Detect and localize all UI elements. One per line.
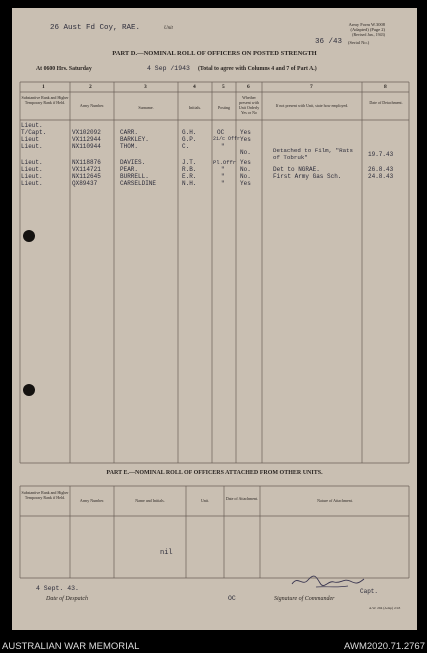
punch-hole-top — [23, 230, 35, 242]
part-e-header-army-number: Army Number. — [79, 498, 105, 503]
table-row-6-rank: Lieut. — [21, 173, 43, 180]
table-row-1-initials: G.H. — [182, 129, 197, 136]
table-row-3-surname: THOM. — [120, 143, 139, 150]
punch-hole-bottom — [23, 384, 35, 396]
table-row-6-present: No. — [240, 173, 251, 180]
table-row-1-posting: OC — [217, 129, 225, 136]
table-row-6-date: 24.8.43 — [368, 173, 394, 180]
table-row-2-present: Yes — [240, 136, 251, 143]
part-d-subtitle-date: 4 Sep /1943 — [147, 65, 190, 72]
col-header-employed: If not present with Unit, state how employed. — [275, 103, 349, 108]
table-row-3-number: NX110944 — [72, 143, 101, 150]
table-row-2-surname: BARKLEY. — [120, 136, 149, 143]
table-row-5-surname: PEAR. — [120, 166, 139, 173]
col-number-7: 7 — [310, 84, 313, 90]
col-header-initials: Initials. — [188, 105, 202, 110]
unit-value: 26 Aust Fd Coy, RAE. — [50, 24, 141, 32]
table-row-7-rank: Lieut. — [21, 180, 43, 187]
part-e-header-name: Name and Initials. — [135, 498, 165, 503]
form-line2: (Adapted) (Page 2) — [350, 27, 385, 32]
part-e-header-nature: Nature of Attachment. — [317, 498, 353, 503]
table-row-2-posting: 2i/c Offr — [213, 136, 241, 142]
col-header-detachment: Date of Detachment. — [369, 100, 403, 105]
table-row-4-present: Yes — [240, 159, 251, 166]
col-number-6: 6 — [247, 84, 250, 90]
oc-value: OC — [228, 595, 236, 602]
unit-label: Unit — [164, 26, 173, 31]
part-e-title: PART E.—NOMINAL ROLL OF OFFICERS ATTACHED FROM OTHER UNITS. — [106, 470, 323, 476]
serial-label: (Serial No.) — [348, 40, 370, 45]
serial-value: 36 /43 — [315, 38, 343, 46]
table-row-0-rank: Lieut. — [21, 122, 43, 129]
part-d-title: PART D.—NOMINAL ROLL OF OFFICERS ON POSTED STRENGTH — [112, 50, 317, 57]
table-row-4-posting: Pl.Offr — [213, 159, 237, 166]
col-header-surname: Surname. — [138, 105, 154, 110]
table-row-7-present: Yes — [240, 180, 251, 187]
table-row-6-number: NX112645 — [72, 173, 101, 180]
table-row-4-rank: Lieut. — [21, 159, 43, 166]
commander-signature — [288, 572, 368, 592]
table-row-4-surname: DAVIES. — [120, 159, 146, 166]
table-row-6-posting: " — [221, 173, 225, 180]
col-number-3: 3 — [144, 84, 147, 90]
signature-rank: Capt. — [360, 588, 379, 595]
footer-source: AUSTRALIAN WAR MEMORIAL — [2, 641, 140, 652]
table-row-6-surname: BURRELL. — [120, 173, 149, 180]
col-number-4: 4 — [193, 84, 196, 90]
table-row-3-posting: " — [221, 143, 225, 150]
table-row-7-surname: CARSELDINE — [120, 180, 157, 187]
table-row-4-initials: J.T. — [182, 159, 197, 166]
table-row-3-initials: C. — [182, 143, 190, 150]
table-row-5-date: 26.8.43 — [368, 166, 394, 173]
col-number-8: 8 — [384, 84, 387, 90]
table-row-6-employed: First Army Gas Sch. — [273, 173, 342, 180]
table-row-3-date: 19.7.43 — [368, 151, 394, 158]
col-header-army-number: Army Number. — [79, 103, 105, 108]
part-d-subtitle-post: (Total to agree with Columns 4 and 7 of Part A.) — [198, 66, 317, 72]
table-row-3-employed: Detached to Film, "Rats of Tobruk" — [273, 147, 354, 161]
table-row-3-present: No. — [240, 149, 251, 156]
table-row-5-rank: Lieut. — [21, 166, 43, 173]
part-e-header-date: Date of Attachment. — [225, 496, 259, 501]
table-row-1-number: VX102092 — [72, 129, 101, 136]
table-row-5-employed: Det to NGRAE. — [273, 166, 320, 173]
part-e-header-rank: Substantive Rank and Higher Temporary Rank if Held. — [21, 490, 69, 500]
table-row-2-number: VX112944 — [72, 136, 101, 143]
table-row-2-rank: Lieut — [21, 136, 40, 143]
part-d-subtitle-pre: At 0600 Hrs. Saturday — [36, 66, 92, 72]
despatch-label: Date of Despatch — [46, 596, 88, 602]
table-row-1-rank: T/Capt. — [21, 129, 47, 136]
table-row-1-surname: CARR. — [120, 129, 139, 136]
form-line3: (Revised Jan., 1943) — [352, 32, 385, 37]
despatch-date: 4 Sept. 43. — [36, 585, 79, 592]
table-row-6-initials: E.R. — [182, 173, 197, 180]
table-row-7-posting: " — [221, 180, 225, 187]
table-row-5-number: VX114721 — [72, 166, 101, 173]
footer-accession: AWM2020.71.2767 — [344, 641, 425, 652]
commander-label: Signature of Commander — [274, 596, 335, 602]
table-grid — [12, 8, 417, 630]
table-row-5-posting: " — [221, 166, 225, 173]
table-row-2-initials: G.P. — [182, 136, 197, 143]
document-page — [12, 8, 417, 630]
col-header-posting: Posting — [217, 105, 230, 110]
table-row-7-initials: N.H. — [182, 180, 197, 187]
table-row-5-present: No. — [240, 166, 251, 173]
part-e-header-unit: Unit. — [200, 498, 210, 503]
col-header-present: Whether present with Unit Orderly Yes or No — [238, 95, 260, 115]
form-line1: Army Form W.3008 — [348, 22, 385, 27]
col-header-rank: Substantive Rank and Higher Temporary Rank if Held. — [21, 95, 69, 105]
table-row-7-number: QX89437 — [72, 180, 98, 187]
table-row-1-present: Yes — [240, 129, 251, 136]
table-row-5-initials: R.B. — [182, 166, 197, 173]
part-e-nil: nil — [160, 549, 173, 557]
printer-mark: A.W. 294 (Adap) 2/43 — [369, 606, 401, 610]
table-row-4-number: NX118876 — [72, 159, 101, 166]
col-number-2: 2 — [89, 84, 92, 90]
col-number-1: 1 — [42, 84, 45, 90]
table-row-3-rank: Lieut. — [21, 143, 43, 150]
col-number-5: 5 — [222, 84, 225, 90]
